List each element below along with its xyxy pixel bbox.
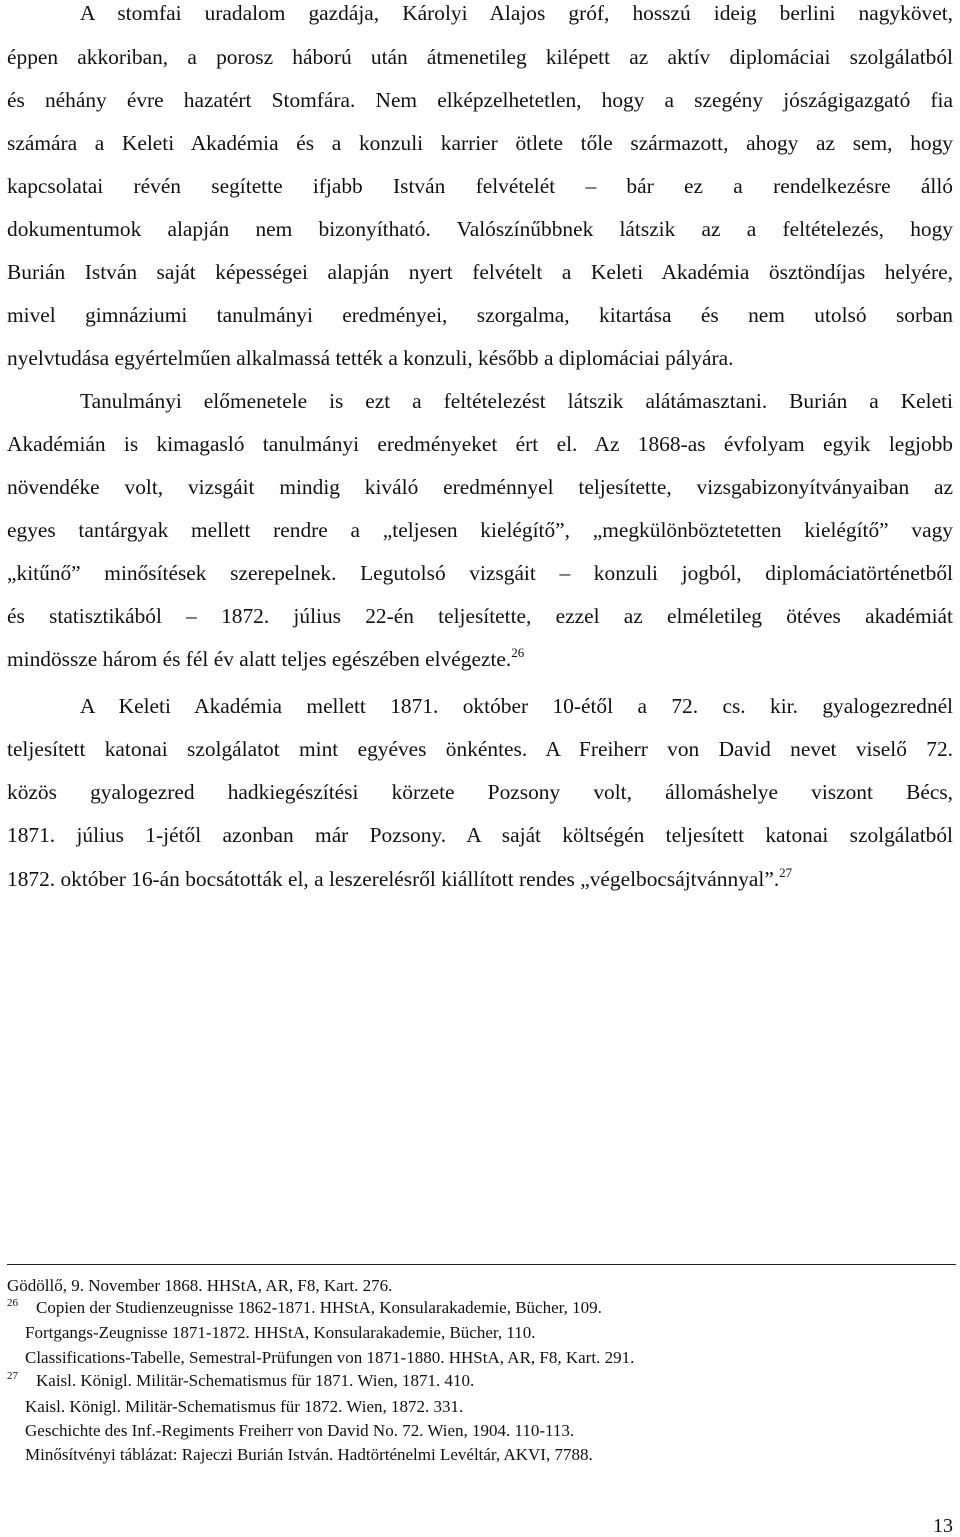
body-line: A Keleti Akadémia mellett 1871. október 10-étől a 72. cs. kir. gyalogezrednél	[80, 694, 953, 718]
footnote-ref: 27	[779, 865, 793, 880]
footnote-number: 27	[7, 1370, 18, 1382]
body-line	[7, 866, 953, 892]
footnote-line: Kaisl. Königl. Militär-Schematismus für 1872. Wien, 1872. 331.	[25, 1397, 464, 1416]
body-line: Tanulmányi előmenetele is ezt a feltételezést látszik alátámasztani. Burián a Keleti	[80, 389, 953, 413]
body-line: nyelvtudása egyértelműen alkalmassá tették a konzuli, később a diplomáciai pályára.	[7, 346, 734, 370]
footnote-number: 26	[7, 1297, 18, 1309]
body-line: kapcsolatai révén segítette ifjabb István felvételét – bár ez a rendelkezésre álló	[7, 174, 953, 198]
footnote-line: Classifications-Tabelle, Semestral-Prüfungen von 1871-1880. HHStA, AR, F8, Kart. 291.	[25, 1348, 635, 1367]
footnote-separator	[7, 1264, 956, 1265]
body-line: 1871. július 1-jétől azonban már Pozsony. A saját költségén teljesített katonai szolgálatból	[7, 823, 953, 847]
footnote-line: Fortgangs-Zeugnisse 1871-1872. HHStA, Konsularakademie, Bücher, 110.	[25, 1323, 536, 1342]
body-line: mivel gimnáziumi tanulmányi eredményei, szorgalma, kitartása és nem utolsó sorban	[7, 303, 953, 327]
page-number: 13	[933, 1515, 953, 1537]
body-line: közös gyalogezred hadkiegészítési körzete Pozsony volt, állomáshelye viszont Bécs,	[7, 780, 953, 804]
body-line: A stomfai uradalom gazdája, Károlyi Alajos gróf, hosszú ideig berlini nagykövet,	[80, 1, 953, 25]
body-line: „kitűnő” minősítések szerepelnek. Legutolsó vizsgáit – konzuli jogból, diplomáciatörténetből	[7, 561, 953, 585]
body-line-text: 1872. október 16-án bocsátották el, a leszerelésről kiállított rendes „végelbocsájtvánnyal”.	[7, 867, 780, 891]
footnote-line	[7, 1370, 947, 1391]
footnote-line: Minősítvényi táblázat: Rajeczi Burián István. Hadtörténelmi Levéltár, AKVI, 7788.	[25, 1445, 593, 1464]
body-line: növendéke volt, vizsgáit mindig kiváló eredménnyel teljesítette, vizsgabizonyítványaiban az	[7, 475, 953, 499]
body-line-text: mindössze három és fél év alatt teljes egészében elvégezte.	[7, 647, 512, 671]
body-line: és statisztikából – 1872. július 22-én teljesítette, ezzel az elméletileg ötéves akadémiát	[7, 604, 953, 628]
body-line	[7, 646, 953, 672]
footnote-text: Copien der Studienzeugnisse 1862-1871. HHStA, Konsularakademie, Bücher, 109.	[36, 1298, 602, 1317]
body-line: teljesített katonai szolgálatot mint egyéves önkéntes. A Freiherr von David nevet viselő 72.	[7, 737, 953, 761]
body-line: dokumentumok alapján nem bizonyítható. Valószínűbbnek látszik az a feltételezés, hogy	[7, 217, 953, 241]
body-line: számára a Keleti Akadémia és a konzuli karrier ötlete tőle származott, ahogy az sem, hogy	[7, 131, 953, 155]
body-line: Burián István saját képességei alapján nyert felvételt a Keleti Akadémia ösztöndíjas helyére,	[7, 260, 953, 284]
body-line: éppen akkoriban, a porosz háború után átmenetileg kilépett az aktív diplomáciai szolgálatból	[7, 45, 953, 69]
body-line: Akadémián is kimagasló tanulmányi eredményeket ért el. Az 1868-as évfolyam egyik legjobb	[7, 432, 953, 456]
footnote-line	[7, 1297, 947, 1318]
footnote-ref: 26	[511, 645, 525, 660]
body-line: egyes tantárgyak mellett rendre a „teljesen kielégítő”, „megkülönböztetetten kielégítő” vagy	[7, 518, 953, 542]
footnote-line: Geschichte des Inf.-Regiments Freiherr von David No. 72. Wien, 1904. 110-113.	[25, 1421, 575, 1440]
footnote-text: Kaisl. Königl. Militär-Schematismus für 1871. Wien, 1871. 410.	[36, 1371, 475, 1390]
footnote-line: Gödöllő, 9. November 1868. HHStA, AR, F8, Kart. 276.	[7, 1276, 393, 1295]
body-line: és néhány évre hazatért Stomfára. Nem elképzelhetetlen, hogy a szegény jószágigazgató fia	[7, 88, 953, 112]
